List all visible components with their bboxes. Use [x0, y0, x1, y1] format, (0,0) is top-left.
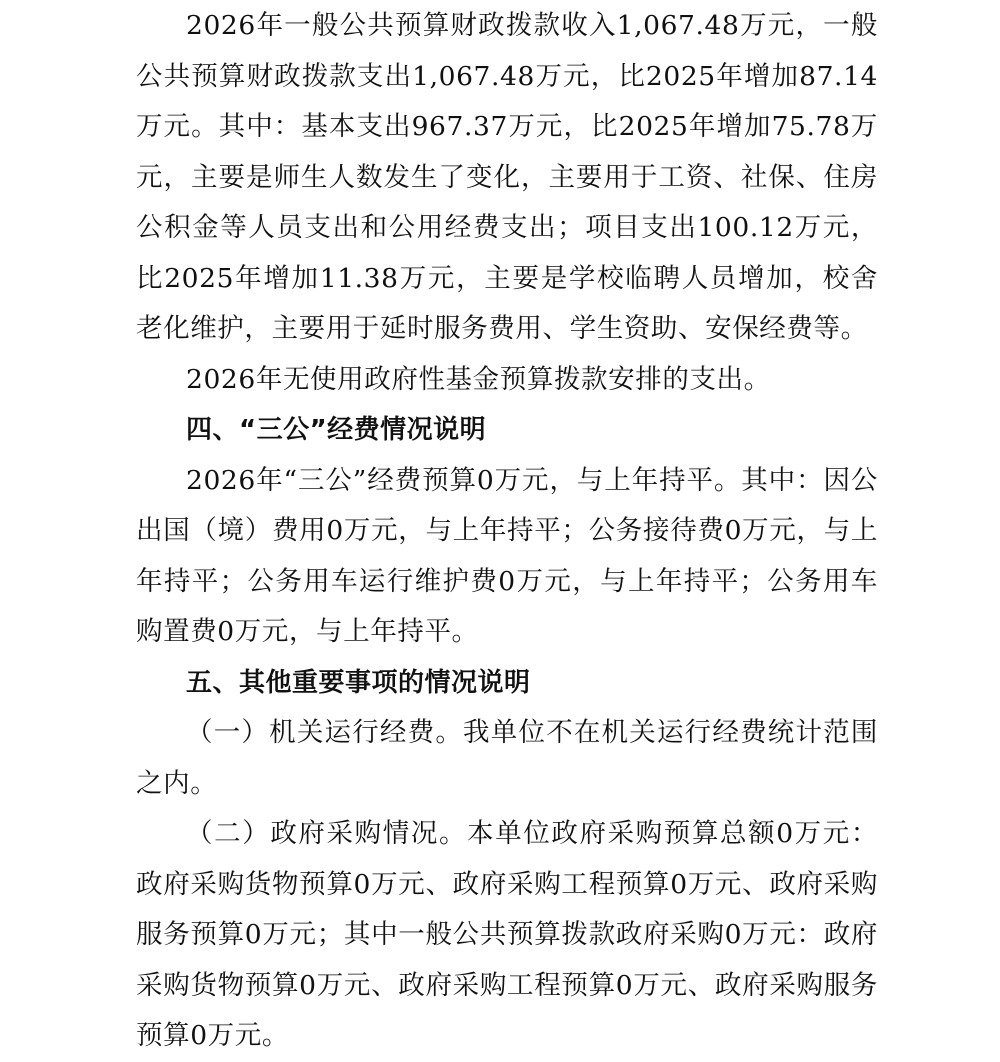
section-five-heading: 五、其他重要事项的情况说明	[186, 667, 531, 698]
section-four-heading: 四、“三公”经费情况说明	[186, 415, 487, 445]
fund-budget-paragraph: 2026年无使用政府性基金预算拨款安排的支出。	[186, 363, 771, 395]
three-public-expenses-paragraph: 2026年“三公”经费预算0万元，与上年持平。其中：因公出国（境）费用0万元，与上年持平；公务接待费0万元，与上年持平；公务用车运行维护费0万元，与上年持平；公务用车购置费0万元，与上年持平。	[136, 464, 878, 647]
document-page	[136, 0, 878, 1062]
procurement-paragraph: （二）政府采购情况。本单位政府采购预算总额0万元：政府采购货物预算0万元、政府采购工程预算0万元、政府采购服务预算0万元；其中一般公共预算拨款政府采购0万元：政府采购货物预算0万元、政府采购工程预算0万元、政府采购服务预算0万元。	[136, 818, 878, 1051]
general-budget-paragraph: 2026年一般公共预算财政拨款收入1,067.48万元，一般公共预算财政拨款支出1,067.48万元，比2025年增加87.14万元。其中：基本支出967.37万元，比2025年增加75.78万元，主要是师生人数发生了变化，主要用于工资、社保、住房公积金等人员支出和公用经费支出；项目支出100.12万元，比2025年增加11.38万元，主要是学校临聘人员增加，校舍老化维护，主要用于延时服务费用、学生资助、安保经费等。	[136, 10, 878, 344]
operating-expenses-paragraph: （一）机关运行经费。我单位不在机关运行经费统计范围之内。	[136, 717, 878, 799]
